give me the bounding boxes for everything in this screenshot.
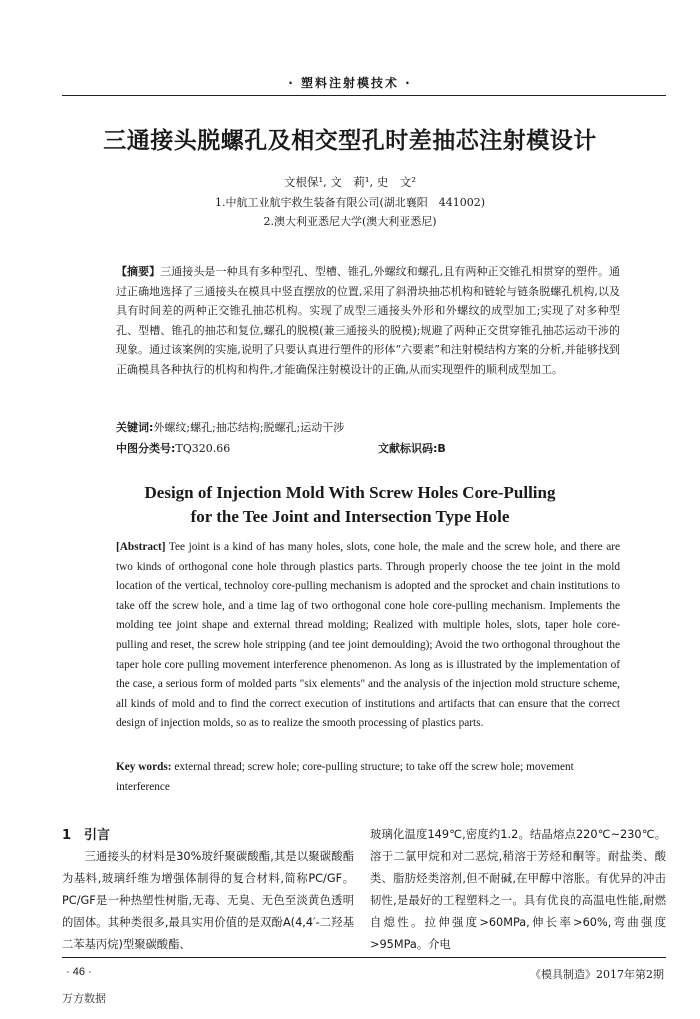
body-text-left-column: 三通接头的材料是30%玻纤聚碳酸酯,其是以聚碳酸酯为基料,玻璃纤维为增强体制得的复合材料,简称PC/GF。PC/GF是一种热塑性树脂,无毒、无臭、无色至淡黄色透明的固体。其种类很多,最具实用价值的是双酚A(4,4′-二羟基二苯基丙烷)型聚碳酸酯、: [62, 850, 354, 951]
paper-title-english: [0, 481, 700, 529]
author-list: 文根保¹, 文 莉¹, 史 文²: [284, 175, 416, 189]
body-text-right-column: 玻璃化温度149℃,密度约1.2。结晶熔点220℃~230℃。溶于二氯甲烷和对二恶烷,稍溶于芳烃和酮等。耐盐类、酸类、脂肪烃类溶剂,但不耐碱,在甲醇中溶胀。有优异的冲击韧性,是最好的工程塑料之一。具有优良的高温电性能,耐燃自熄性。拉伸强度>60MPa,伸长率>60%,弯曲强度>95MPa。介电: [370, 828, 666, 951]
page-number: · 46 ·: [66, 966, 92, 978]
abstract-chinese: [116, 262, 620, 380]
abstract-cn-label: 【摘要】: [116, 265, 161, 278]
abstract-en-text: Tee joint is a kind of has many holes, slots, cone hole, the male and the screw hole, and there are two kinds of orthogonal cone hole through plastics parts. Through properly choose the tee joint in the mold location of the vertical, technoloy core-pulling mechanism is adopted and the sprocket and chain institutions to take off the screw hole, and a time lag of two orthogonal cone hole core-pulling mechanism. Implements the molding tee joint shape and external thread molding; Realized with multiple holes, slots, taper hole core-pulling and reset, the screw hole stripping (and tee joint demoulding); Avoid the two orthogonal throughout the taper hole core pulling movement interference phenomenon. As long as is illustrated by the implementation of the case, a serious form of molded parts "six elements" and the analysis of the injection mold structure scheme, all kinds of mold and to find the correct execution of institutions and artifacts that can ensure that the correct design of injection molds, so as to realize the smooth processing of plastics parts.: [116, 541, 621, 730]
english-title-line-1: Design of Injection Mold With Screw Holes Core-Pulling: [144, 483, 556, 502]
keywords-cn-label: 关键词:: [116, 421, 154, 434]
affiliation-1: 1.中航工业航宇救生装备有限公司(湖北襄阳 441002): [214, 196, 486, 209]
section-heading-introduction: 1 引言: [62, 828, 111, 843]
journal-section-header: · 塑料注射模技术 ·: [288, 76, 412, 90]
abstract-cn-text: 三通接头是一种具有多种型孔、型槽、锥孔,外螺纹和螺孔,且有两种正交锥孔相贯穿的塑件。通过正确地选择了三通接头在模具中竖直摆放的位置,采用了斜滑块抽芯机构和链轮与链条脱螺孔机构,以及具有时间差的两种正交锥孔抽芯机构。实现了成型三通接头外形和外螺纹的成型加工;实现了对多种型孔、型槽、锥孔的抽芯和复位,螺孔的脱模(兼三通接头的脱模);规避了两种正交贯穿锥孔抽芯运动干涉的现象。通过该案例的实施,说明了只要认真进行塑件的形体“六要素”和注射模结构方案的分析,并能够找到正确模具各种执行的机构和构件,才能确保注射模设计的正确,从而实现塑件的顺利成型加工。: [116, 265, 621, 376]
header-divider: [62, 95, 666, 96]
classification-line: [116, 440, 620, 456]
affiliation-2: 2.澳大利亚悉尼大学(澳大利亚悉尼): [263, 215, 437, 228]
doc-code-value: B: [437, 442, 446, 455]
keywords-en-text: external thread; screw hole; core-pulling structure; to take off the screw hole; movement interference: [116, 761, 574, 793]
journal-issue: 《模具制造》2017年第2期: [530, 968, 664, 981]
abstract-en-label: [Abstract]: [116, 541, 166, 553]
clc-value: TQ320.66: [175, 442, 231, 455]
keywords-english: [116, 758, 620, 797]
paper-title: 三通接头脱螺孔及相交型孔时差抽芯注射模设计: [103, 128, 597, 154]
document-code: [378, 440, 446, 456]
clc-label: 中图分类号:: [116, 442, 176, 455]
english-title-line-2: for the Tee Joint and Intersection Type Hole: [190, 507, 510, 526]
abstract-english: [116, 538, 620, 734]
keywords-en-label: Key words:: [116, 761, 172, 773]
doc-code-label: 文献标识码:: [378, 442, 438, 455]
footer-divider: [62, 957, 666, 958]
keywords-chinese: [116, 419, 620, 435]
keywords-cn-text: 外螺纹;螺孔;抽芯结构;脱螺孔;运动干涉: [153, 421, 345, 434]
source-watermark: 万方数据: [62, 992, 106, 1005]
